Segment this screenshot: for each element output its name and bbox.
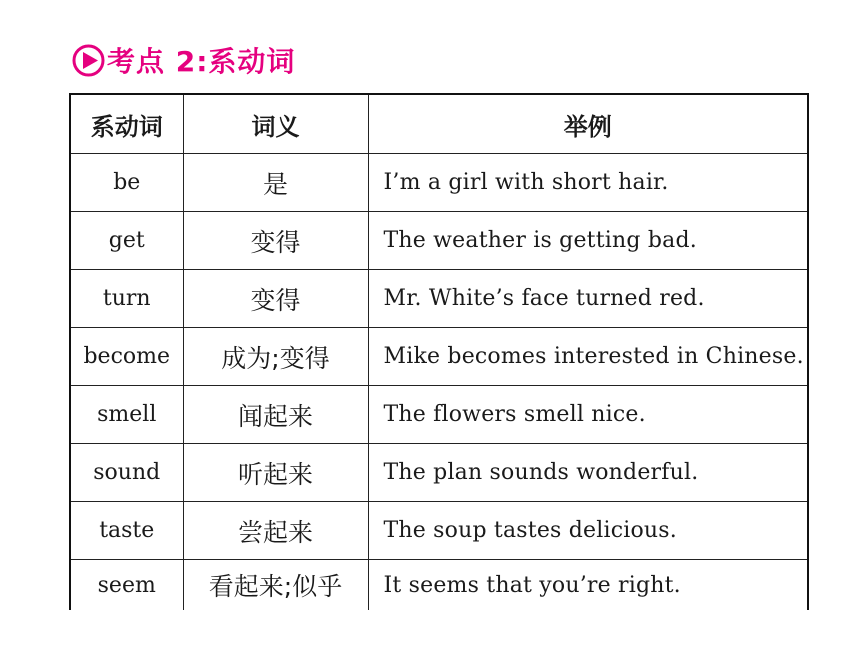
table-row — [70, 212, 808, 270]
table-header-row — [70, 94, 808, 154]
table-row — [70, 328, 808, 386]
table-row — [70, 154, 808, 212]
header-meaning: 词义 — [183, 94, 368, 154]
verb-cell: get — [70, 212, 183, 270]
header-example: 举例 — [368, 94, 808, 154]
section-heading — [72, 38, 295, 82]
linking-verbs-table — [69, 93, 809, 610]
example-cell: The soup tastes delicious. — [368, 502, 808, 560]
table-row — [70, 386, 808, 444]
table-row — [70, 270, 808, 328]
table-row — [70, 560, 808, 611]
table-row — [70, 444, 808, 502]
meaning-cell: 变得 — [183, 270, 368, 328]
play-icon — [72, 44, 105, 77]
header-linking-verb: 系动词 — [70, 94, 183, 154]
table-row — [70, 502, 808, 560]
meaning-cell: 尝起来 — [183, 502, 368, 560]
verb-cell: sound — [70, 444, 183, 502]
example-cell: I’m a girl with short hair. — [368, 154, 808, 212]
meaning-cell: 听起来 — [183, 444, 368, 502]
meaning-cell: 闻起来 — [183, 386, 368, 444]
section-heading-text: 考点 2:系动词 — [107, 45, 296, 78]
meaning-cell: 是 — [183, 154, 368, 212]
verb-cell: smell — [70, 386, 183, 444]
example-cell: Mr. White’s face turned red. — [368, 270, 808, 328]
example-cell: Mike becomes interested in Chinese. — [368, 328, 808, 386]
verb-cell: turn — [70, 270, 183, 328]
verb-cell: be — [70, 154, 183, 212]
example-cell: The plan sounds wonderful. — [368, 444, 808, 502]
verb-cell: taste — [70, 502, 183, 560]
example-cell: The flowers smell nice. — [368, 386, 808, 444]
example-cell: It seems that you’re right. — [368, 560, 808, 611]
meaning-cell: 变得 — [183, 212, 368, 270]
verb-cell: seem — [70, 560, 183, 611]
meaning-cell: 看起来;似乎 — [183, 560, 368, 611]
meaning-cell: 成为;变得 — [183, 328, 368, 386]
example-cell: The weather is getting bad. — [368, 212, 808, 270]
verb-cell: become — [70, 328, 183, 386]
